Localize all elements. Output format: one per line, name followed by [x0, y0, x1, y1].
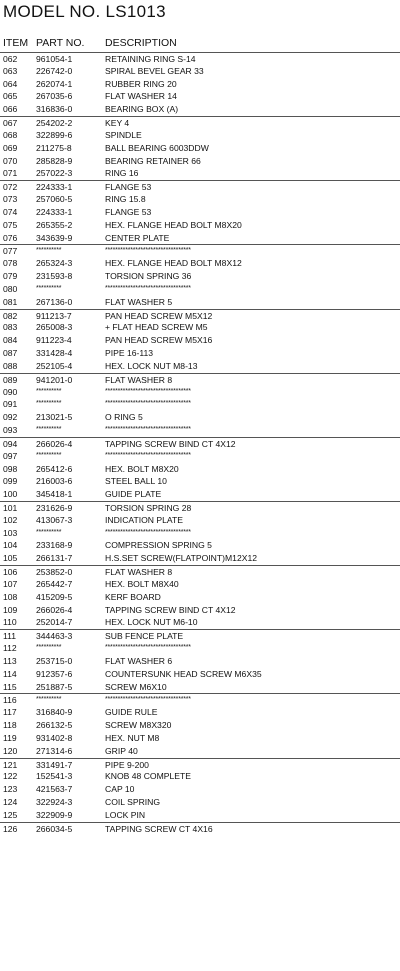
item-number: 122 [3, 771, 18, 782]
part-description: H.S.SET SCREW(FLATPOINT)M12X12 [105, 553, 258, 564]
item-number: 080 [3, 283, 18, 294]
item-number: 062 [3, 54, 18, 64]
table-row [0, 668, 400, 681]
item-number: 063 [3, 65, 18, 76]
part-description: COIL SPRING [105, 797, 161, 808]
item-number: 102 [3, 514, 18, 525]
item-number: 071 [3, 168, 18, 179]
table-row [0, 65, 400, 78]
table-row [0, 770, 400, 783]
part-description: COMPRESSION SPRING 5 [105, 540, 212, 551]
part-number: 266026-4 [36, 604, 73, 615]
part-description: SCREW M8X320 [105, 720, 172, 731]
item-number: 126 [3, 823, 18, 834]
table-row [0, 334, 400, 347]
part-number: 941201-0 [36, 374, 73, 385]
part-description: BEARING RETAINER 66 [105, 155, 201, 166]
part-description: SCREW M6X10 [105, 681, 167, 692]
part-number: ********** [36, 696, 62, 704]
header-item: ITEM [3, 37, 29, 49]
table-row [0, 78, 400, 91]
table-row [0, 360, 400, 373]
part-number: 224333-1 [36, 182, 73, 193]
part-description: + FLAT HEAD SCREW M5 [105, 322, 208, 333]
part-description: ********************************** [105, 400, 191, 408]
table-row [0, 796, 400, 809]
table-row [0, 488, 400, 501]
table-row [0, 180, 400, 193]
table-row [0, 116, 400, 129]
table-row [0, 129, 400, 142]
table-row [0, 437, 400, 450]
part-number: 931402-8 [36, 732, 73, 743]
item-number: 098 [3, 463, 18, 474]
item-number: 101 [3, 502, 18, 513]
part-description: KEY 4 [105, 118, 130, 129]
header-description: DESCRIPTION [105, 37, 177, 49]
part-description: TAPPING SCREW CT 4X16 [105, 823, 213, 834]
table-row [0, 565, 400, 578]
part-number: 266131-7 [36, 553, 73, 564]
part-number: 267136-0 [36, 296, 73, 307]
part-description: HEX. FLANGE HEAD BOLT M8X20 [105, 219, 242, 230]
item-number: 094 [3, 438, 18, 449]
part-number: 233168-9 [36, 540, 73, 551]
part-number: 253715-0 [36, 655, 73, 666]
table-row [0, 501, 400, 514]
table-row [0, 283, 400, 296]
part-number: 267035-6 [36, 91, 73, 102]
part-description: ********************************** [105, 247, 191, 255]
item-number: 090 [3, 386, 18, 397]
table-row [0, 296, 400, 309]
part-description: SPINDLE [105, 129, 142, 140]
item-number: 107 [3, 578, 18, 589]
table-row [0, 616, 400, 629]
table-row [0, 155, 400, 168]
part-description: TORSION SPRING 36 [105, 271, 192, 282]
table-row [0, 206, 400, 219]
table-row [0, 193, 400, 206]
table-row [0, 514, 400, 527]
item-number: 103 [3, 527, 18, 538]
part-description: RUBBER RING 20 [105, 78, 177, 89]
part-description: KERF BOARD [105, 591, 161, 602]
part-number: 322899-6 [36, 129, 73, 140]
part-description: ********************************** [105, 451, 191, 459]
item-number: 117 [3, 707, 17, 718]
table-row [0, 321, 400, 334]
part-number: ********** [36, 451, 62, 459]
table-row [0, 809, 400, 822]
part-description: INDICATION PLATE [105, 514, 183, 525]
item-number: 121 [3, 759, 18, 770]
table-row [0, 270, 400, 283]
item-number: 110 [3, 617, 17, 628]
part-number: 266034-5 [36, 823, 73, 834]
table-row [0, 591, 400, 604]
item-number: 083 [3, 322, 18, 333]
item-number: 112 [3, 643, 17, 654]
part-number: 251887-5 [36, 681, 73, 692]
part-description: ********************************** [105, 696, 191, 704]
part-description: RETAINING RING S-14 [105, 54, 196, 64]
table-row [0, 475, 400, 488]
item-number: 067 [3, 118, 18, 129]
part-description: O RING 5 [105, 412, 143, 423]
part-number: 331491-7 [36, 759, 73, 770]
item-number: 097 [3, 450, 18, 461]
item-number: 125 [3, 809, 18, 820]
item-number: 089 [3, 374, 18, 385]
part-number: 911223-4 [36, 335, 72, 346]
part-number: 216003-6 [36, 476, 73, 487]
part-number: ********** [36, 644, 62, 652]
part-number: 231593-8 [36, 271, 73, 282]
table-row [0, 450, 400, 463]
item-number: 068 [3, 129, 18, 140]
part-number: ********** [36, 387, 62, 395]
part-description: PIPE 9-200 [105, 759, 149, 770]
table-row [0, 142, 400, 155]
item-number: 105 [3, 553, 18, 564]
part-number: 252105-4 [36, 360, 73, 371]
table-header [0, 37, 400, 51]
item-number: 087 [3, 348, 18, 359]
part-number: 344463-3 [36, 631, 73, 642]
item-number: 073 [3, 194, 18, 205]
table-row [0, 578, 400, 591]
item-number: 084 [3, 335, 18, 346]
part-description: RING 16 [105, 168, 139, 179]
item-number: 108 [3, 591, 18, 602]
part-description: SPIRAL BEVEL GEAR 33 [105, 65, 204, 76]
table-row [0, 257, 400, 270]
item-number: 082 [3, 310, 18, 321]
table-row [0, 642, 400, 655]
part-description: LOCK PIN [105, 809, 146, 820]
item-number: 118 [3, 720, 17, 731]
item-number: 078 [3, 258, 18, 269]
table-row [0, 693, 400, 706]
table-row [0, 373, 400, 386]
table-row [0, 822, 400, 835]
part-description: HEX. LOCK NUT M8-13 [105, 360, 198, 371]
part-description: FLAT WASHER 8 [105, 374, 173, 385]
part-number: 265008-3 [36, 322, 73, 333]
part-number: 266132-5 [36, 720, 73, 731]
part-description: ********************************** [105, 284, 191, 292]
part-number: 257022-3 [36, 168, 73, 179]
table-row [0, 758, 400, 771]
table-row [0, 232, 400, 245]
part-description: RING 15.8 [105, 194, 146, 205]
table-row [0, 552, 400, 565]
item-number: 079 [3, 271, 18, 282]
item-number: 119 [3, 732, 17, 743]
item-number: 111 [3, 631, 17, 642]
part-number: 253852-0 [36, 567, 73, 578]
part-description: KNOB 48 COMPLETE [105, 771, 191, 782]
item-number: 116 [3, 695, 17, 706]
part-number: 345418-1 [36, 489, 73, 500]
part-description: FLAT WASHER 5 [105, 296, 173, 307]
part-number: 331428-4 [36, 348, 73, 359]
part-number: 322909-9 [36, 809, 73, 820]
item-number: 109 [3, 604, 18, 615]
table-row [0, 539, 400, 552]
table-row [0, 103, 400, 116]
part-description: HEX. NUT M8 [105, 732, 160, 743]
part-description: CAP 10 [105, 784, 135, 795]
table-row [0, 604, 400, 617]
part-number: 343639-9 [36, 232, 73, 243]
part-number: ********** [36, 247, 62, 255]
item-number: 064 [3, 78, 18, 89]
table-row [0, 52, 400, 65]
part-description: HEX. BOLT M8X20 [105, 463, 179, 474]
part-description: ********************************** [105, 644, 191, 652]
part-description: GUIDE PLATE [105, 489, 162, 500]
part-description: FLANGE 53 [105, 206, 152, 217]
part-number: 285828-9 [36, 155, 73, 166]
header-part-no: PART NO. [36, 37, 85, 49]
item-number: 076 [3, 232, 18, 243]
part-number: ********** [36, 426, 62, 434]
part-description: COUNTERSUNK HEAD SCREW M6X35 [105, 668, 262, 679]
part-number: ********** [36, 400, 62, 408]
part-number: ********** [36, 528, 62, 536]
part-description: GUIDE RULE [105, 707, 158, 718]
part-number: 265355-2 [36, 219, 73, 230]
item-number: 081 [3, 296, 18, 307]
item-number: 120 [3, 745, 18, 756]
part-description: ********************************** [105, 528, 191, 536]
item-number: 099 [3, 476, 18, 487]
item-number: 113 [3, 655, 17, 666]
part-number: 224333-1 [36, 206, 73, 217]
item-number: 072 [3, 182, 18, 193]
part-description: HEX. LOCK NUT M6-10 [105, 617, 198, 628]
item-number: 088 [3, 360, 18, 371]
item-number: 070 [3, 155, 18, 166]
part-description: ********************************** [105, 387, 191, 395]
item-number: 066 [3, 104, 18, 115]
part-number: ********** [36, 284, 62, 292]
part-number: 213021-5 [36, 412, 73, 423]
part-number: 271314-6 [36, 745, 73, 756]
part-number: 266026-4 [36, 438, 73, 449]
table-row [0, 463, 400, 476]
part-description: CENTER PLATE [105, 232, 170, 243]
part-number: 322924-3 [36, 797, 73, 808]
table-row [0, 732, 400, 745]
part-number: 226742-0 [36, 65, 73, 76]
part-number: 421563-7 [36, 784, 73, 795]
part-number: 265442-7 [36, 578, 73, 589]
item-number: 091 [3, 399, 18, 410]
part-description: STEEL BALL 10 [105, 476, 167, 487]
part-description: FLAT WASHER 14 [105, 91, 177, 102]
parts-table [0, 52, 400, 835]
part-number: 211275-8 [36, 142, 72, 153]
table-row [0, 706, 400, 719]
table-row [0, 719, 400, 732]
part-number: 254202-2 [36, 118, 73, 129]
part-description: HEX. BOLT M8X40 [105, 578, 179, 589]
part-description: PAN HEAD SCREW M5X16 [105, 335, 213, 346]
item-number: 065 [3, 91, 18, 102]
part-description: FLAT WASHER 6 [105, 655, 173, 666]
part-number: 316836-0 [36, 104, 73, 115]
table-row [0, 424, 400, 437]
table-row [0, 90, 400, 103]
part-description: BALL BEARING 6003DDW [105, 142, 209, 153]
item-number: 123 [3, 784, 18, 795]
table-row [0, 411, 400, 424]
item-number: 104 [3, 540, 18, 551]
item-number: 075 [3, 219, 18, 230]
item-number: 092 [3, 412, 18, 423]
table-row [0, 167, 400, 180]
item-number: 069 [3, 142, 18, 153]
table-row [0, 386, 400, 399]
part-description: TORSION SPRING 28 [105, 502, 192, 513]
table-row [0, 681, 400, 694]
part-description: GRIP 40 [105, 745, 138, 756]
table-row [0, 745, 400, 758]
part-number: 911213-7 [36, 310, 72, 321]
part-number: 262074-1 [36, 78, 73, 89]
part-number: 152541-3 [36, 771, 73, 782]
part-number: 265324-3 [36, 258, 73, 269]
part-description: SUB FENCE PLATE [105, 631, 184, 642]
table-row [0, 309, 400, 322]
page-title: MODEL NO. LS1013 [3, 2, 166, 21]
table-row [0, 398, 400, 411]
table-row [0, 629, 400, 642]
part-number: 912357-6 [36, 668, 73, 679]
part-description: BEARING BOX (A) [105, 104, 179, 115]
part-number: 316840-9 [36, 707, 73, 718]
table-row [0, 219, 400, 232]
item-number: 106 [3, 567, 18, 578]
item-number: 093 [3, 425, 18, 436]
item-number: 114 [3, 668, 17, 679]
part-description: PIPE 16-113 [105, 348, 154, 359]
table-row [0, 783, 400, 796]
item-number: 115 [3, 681, 17, 692]
part-number: 265412-6 [36, 463, 73, 474]
part-description: TAPPING SCREW BIND CT 4X12 [105, 604, 236, 615]
part-number: 961054-1 [36, 54, 73, 64]
part-description: HEX. FLANGE HEAD BOLT M8X12 [105, 258, 242, 269]
part-description: ********************************** [105, 426, 191, 434]
part-number: 257060-5 [36, 194, 73, 205]
part-number: 415209-5 [36, 591, 73, 602]
part-description: PAN HEAD SCREW M5X12 [105, 310, 213, 321]
part-number: 252014-7 [36, 617, 73, 628]
part-description: TAPPING SCREW BIND CT 4X12 [105, 438, 236, 449]
item-number: 124 [3, 797, 18, 808]
table-row [0, 244, 400, 257]
part-number: 413067-3 [36, 514, 73, 525]
item-number: 074 [3, 206, 18, 217]
table-row [0, 347, 400, 360]
table-row [0, 527, 400, 540]
part-description: FLAT WASHER 8 [105, 567, 173, 578]
part-description: FLANGE 53 [105, 182, 152, 193]
item-number: 077 [3, 246, 18, 257]
part-number: 231626-9 [36, 502, 73, 513]
item-number: 100 [3, 489, 18, 500]
table-row [0, 655, 400, 668]
